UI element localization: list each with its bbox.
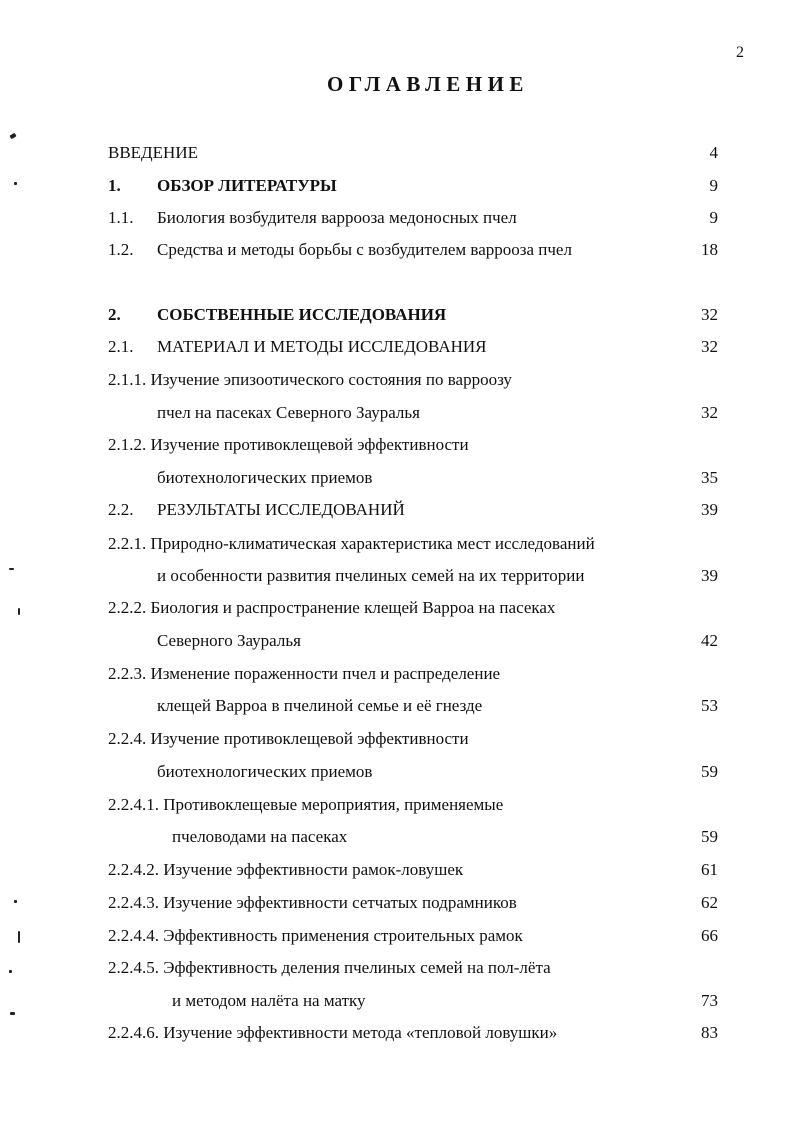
toc-entry-text: РЕЗУЛЬТАТЫ ИССЛЕДОВАНИЙ	[157, 500, 405, 519]
toc-entry-text: Изменение пораженности пчел и распределение	[150, 664, 501, 683]
toc-entry-number: 2.2.4.6.	[108, 1023, 159, 1042]
toc-entry-text: и методом налёта на матку	[172, 991, 366, 1010]
toc-entry	[0, 858, 798, 882]
page-number: 2	[736, 44, 744, 61]
toc-entry-page: 39	[701, 566, 718, 585]
toc-entry	[0, 596, 798, 620]
toc-entry-page: 9	[709, 208, 718, 227]
toc-entry	[0, 303, 798, 327]
toc-entry-page: 59	[701, 827, 718, 846]
toc-entry-page: 32	[701, 337, 718, 356]
toc-entry-number: 1.	[108, 176, 121, 195]
toc-entry-text: Эффективность деления пчелиных семей на пол-лёта	[163, 958, 551, 977]
scan-speck	[9, 970, 12, 973]
toc-entry-page: 9	[709, 176, 718, 195]
toc-entry-number: 2.2.4.3.	[108, 893, 159, 912]
toc-entry	[0, 956, 798, 980]
toc-entry-page: 59	[701, 762, 718, 781]
toc-entry-continuation	[0, 564, 798, 588]
toc-entry-text: биотехнологических приемов	[157, 762, 373, 781]
toc-entry	[0, 498, 798, 522]
toc-entry	[0, 206, 798, 230]
toc-entry-text: пчеловодами на пасеках	[172, 827, 348, 846]
toc-entry-page: 53	[701, 696, 718, 715]
toc-entry-page: 18	[701, 240, 718, 259]
toc-entry-continuation	[0, 401, 798, 425]
toc-entry-page: 32	[701, 305, 718, 324]
toc-entry	[0, 335, 798, 359]
toc-entry-text: Изучение эффективности сетчатых подрамников	[163, 893, 517, 912]
toc-entry-page: 83	[701, 1023, 718, 1042]
toc-entry-page: 66	[701, 926, 718, 945]
toc-entry-text: Природно-климатическая характеристика мест исследований	[150, 534, 595, 553]
toc-entry-continuation	[0, 466, 798, 490]
toc-entry-continuation	[0, 825, 798, 849]
toc-entry-text: МАТЕРИАЛ И МЕТОДЫ ИССЛЕДОВАНИЯ	[157, 337, 487, 356]
toc-entry-number: 2.2.3.	[108, 664, 147, 683]
toc-entry-text: и особенности развития пчелиных семей на их территории	[157, 566, 585, 585]
scan-speck	[18, 608, 20, 615]
toc-entry-text: Северного Зауралья	[157, 631, 301, 650]
toc-entry-text: Эффективность применения строительных рамок	[163, 926, 523, 945]
toc-entry	[0, 174, 798, 198]
toc-entry	[0, 238, 798, 262]
toc-entry-page: 39	[701, 500, 718, 519]
toc-entry-page: 73	[701, 991, 718, 1010]
toc-entry-text: Изучение эпизоотического состояния по варроозу	[150, 370, 512, 389]
toc-entry-text: Средства и методы борьбы с возбудителем варрооза пчел	[157, 240, 572, 259]
toc-entry-page: 32	[701, 403, 718, 422]
toc-entry-text: Изучение эффективности метода «тепловой ловушки»	[163, 1023, 558, 1042]
toc-entry-text: Противоклещевые мероприятия, применяемые	[163, 795, 504, 814]
toc-entry-continuation	[0, 629, 798, 653]
toc-entry-text: клещей Варроа в пчелиной семье и её гнезде	[157, 696, 483, 715]
toc-entry-continuation	[0, 760, 798, 784]
toc-entry	[0, 433, 798, 457]
toc-entry	[0, 891, 798, 915]
toc-entry	[0, 532, 798, 556]
toc-entry-number: 2.1.1.	[108, 370, 147, 389]
toc-entry	[0, 1021, 798, 1045]
toc-entry-number: 2.2.	[108, 500, 134, 519]
toc-entry-number: 1.1.	[108, 208, 134, 227]
toc-entry-text: пчел на пасеках Северного Зауралья	[157, 403, 420, 422]
toc-entry-page: 61	[701, 860, 718, 879]
toc-entry-text: Изучение противоклещевой эффективности	[150, 729, 469, 748]
toc-entry-text: ОБЗОР ЛИТЕРАТУРЫ	[157, 176, 337, 195]
scan-speck	[9, 133, 16, 139]
toc-entry-text: СОБСТВЕННЫЕ ИССЛЕДОВАНИЯ	[157, 305, 447, 324]
toc-entry	[0, 793, 798, 817]
toc-entry-number: 2.1.2.	[108, 435, 147, 454]
toc-entry-number: 2.2.4.4.	[108, 926, 159, 945]
scan-speck	[9, 568, 14, 570]
scan-speck	[18, 931, 20, 943]
toc-entry-number: 2.2.4.1.	[108, 795, 159, 814]
toc-entry-continuation	[0, 989, 798, 1013]
page-title: ОГЛАВЛЕНИЕ	[327, 72, 529, 96]
toc-entry-intro	[0, 141, 798, 165]
toc-entry	[0, 924, 798, 948]
toc-entry-page: 35	[701, 468, 718, 487]
scan-speck	[14, 900, 17, 903]
toc-entry-number: 1.2.	[108, 240, 134, 259]
toc-entry-number: 2.2.2.	[108, 598, 147, 617]
scan-speck	[10, 1012, 15, 1015]
toc-entry-page: 4	[709, 143, 718, 162]
toc-entry	[0, 368, 798, 392]
toc-entry-page: 42	[701, 631, 718, 650]
toc-entry-number: 2.	[108, 305, 121, 324]
toc-entry-continuation	[0, 694, 798, 718]
toc-entry-number: 2.1.	[108, 337, 134, 356]
toc-entry-text: Биология и распространение клещей Варроа на пасеках	[150, 598, 556, 617]
toc-entry-number: 2.2.4.	[108, 729, 147, 748]
toc-entry-text: Изучение эффективности рамок-ловушек	[163, 860, 464, 879]
toc-entry-text: Биология возбудителя варрооза медоносных пчел	[157, 208, 517, 227]
toc-entry-text: ВВЕДЕНИЕ	[108, 143, 198, 162]
toc-entry-number: 2.2.1.	[108, 534, 147, 553]
toc-entry	[0, 727, 798, 751]
toc-entry-number: 2.2.4.5.	[108, 958, 159, 977]
toc-entry-number: 2.2.4.2.	[108, 860, 159, 879]
scan-speck	[14, 182, 17, 185]
toc-entry-page: 62	[701, 893, 718, 912]
toc-entry-text: Изучение противоклещевой эффективности	[150, 435, 469, 454]
toc-entry	[0, 662, 798, 686]
toc-entry-text: биотехнологических приемов	[157, 468, 373, 487]
